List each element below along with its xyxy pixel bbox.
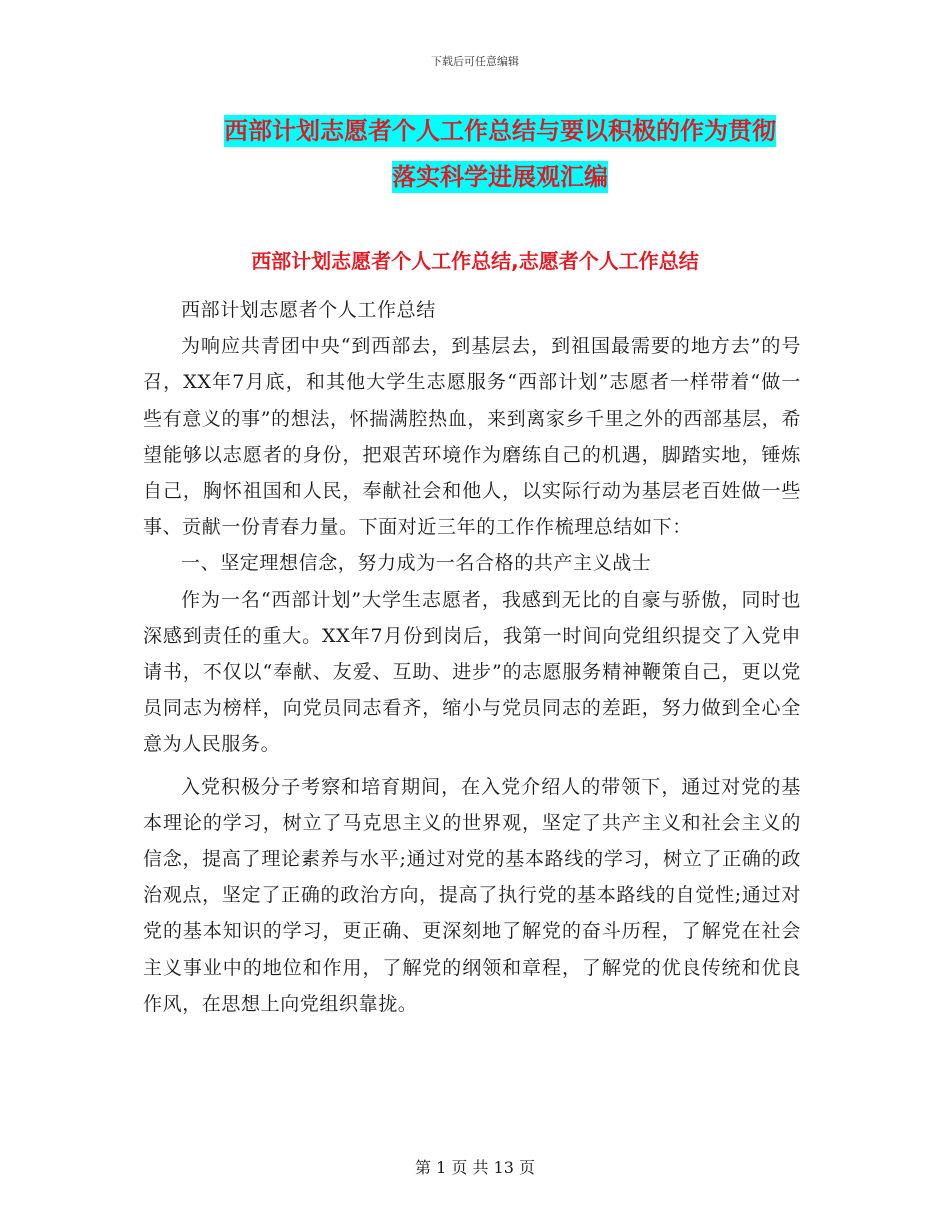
paragraph-heading: 西部计划志愿者个人工作总结 (181, 299, 436, 321)
paragraph: 入党积极分子考察和培育期间，在入党介绍人的带领下，通过对党的基本理论的学习，树立了马克思主义的世界观，坚定了共产主义和社会主义的信念，提高了理论素养与水平;通过对党的基本路线的学习，树立了正确的政治观点，坚定了正确的政治方向，提高了执行党的基本路线的自觉性;通过对党的基本知识的学习，更正确、更深刻地了解党的奋斗历程，了解党在社会主义事业中的地位和作用，了解党的纲领和章程，了解党的优良传统和优良作风，在思想上向党组织靠拢。 (143, 775, 801, 1015)
paragraph: 为响应共青团中央“到西部去，到基层去，到祖国最需要的地方去”的号召，XX年7月底，和其他大学生志愿服务“西部计划”志愿者一样带着“做一些有意义的事”的想法，怀揣满腔热血，来到离家乡千里之外的西部基层，希望能够以志愿者的身份，把艰苦环境作为磨练自己的机遇，脚踏实地，锤炼自己，胸怀祖国和人民，奉献社会和他人，以实际行动为基层老百姓做一些事、贡献一份青春力量。下面对近三年的工作作梳理总结如下： (143, 335, 801, 539)
section-title: 西部计划志愿者个人工作总结,志愿者个人工作总结 (251, 249, 699, 273)
document-title-line-1: 西部计划志愿者个人工作总结与要以积极的作为贯彻 (224, 117, 776, 145)
document-title (140, 108, 860, 200)
page-header-note: 下载后可任意编辑 (431, 55, 519, 68)
paragraph: 作为一名“西部计划”大学生志愿者，我感到无比的自豪与骄傲，同时也深感到责任的重大。XX年7月份到岗后，我第一时间向党组织提交了入党申请书，不仅以“奉献、友爱、互助、进步”的志愿服务精神鞭策自己，更以党员同志为榜样，向党员同志看齐，缩小与党员同志的差距，努力做到全心全意为人民服务。 (143, 588, 801, 756)
paragraph-section-heading: 一、坚定理想信念，努力成为一名合格的共产主义战士 (181, 552, 652, 575)
page-number: 第 1 页 共 13 页 (415, 1158, 535, 1177)
document-body (143, 292, 801, 1022)
document-title-line-2: 落实科学进展观汇编 (392, 163, 608, 191)
